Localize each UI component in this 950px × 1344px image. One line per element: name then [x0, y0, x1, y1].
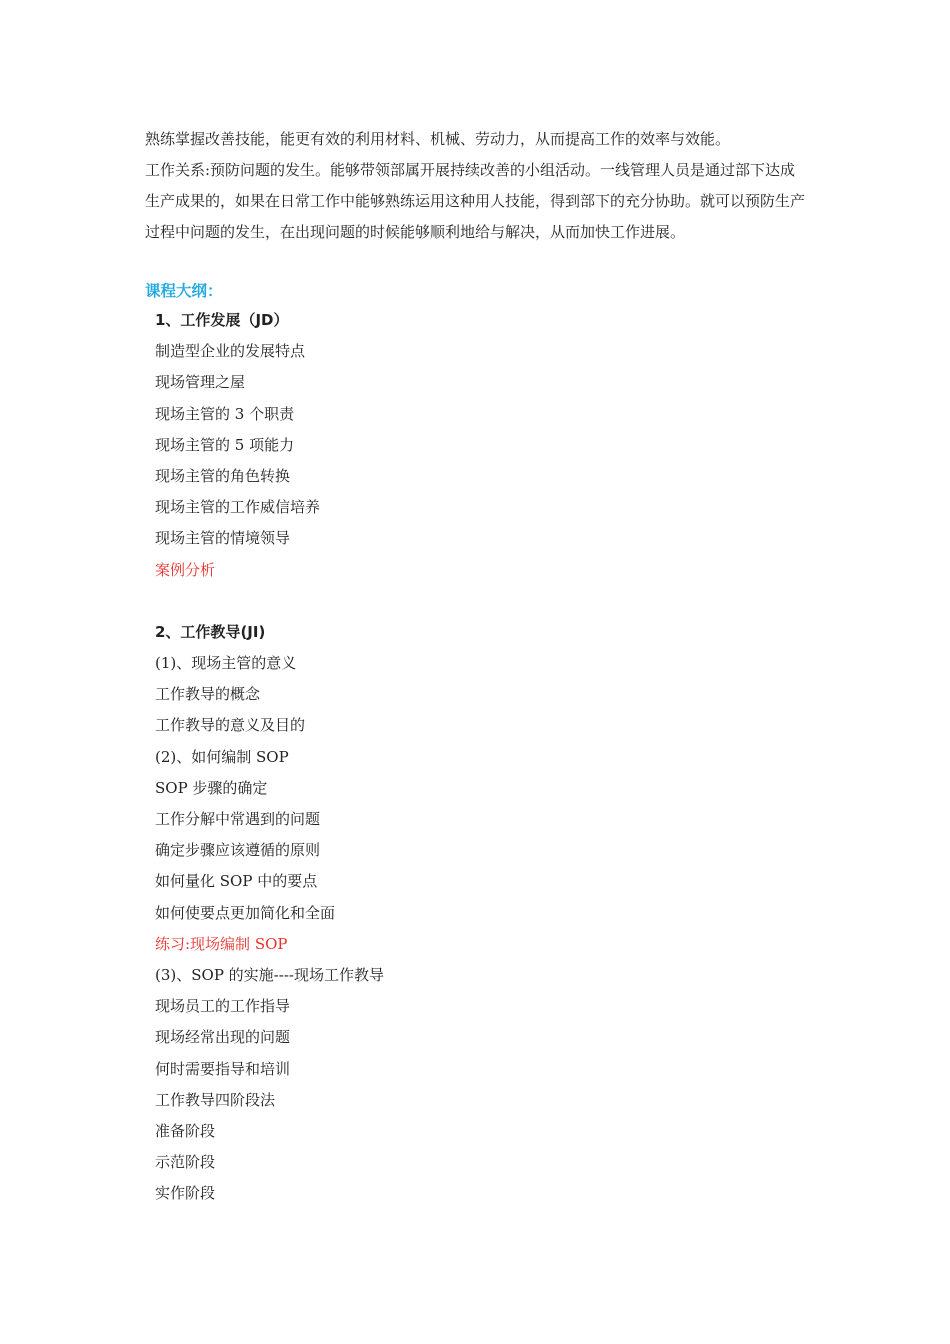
list-item: 制造型企业的发展特点 [155, 342, 306, 361]
list-item: 工作教导的意义及目的 [155, 716, 306, 735]
subsection-3-heading: (3)、SOP 的实施----现场工作教导 [155, 965, 384, 984]
outline-title: 课程大纲： [145, 282, 223, 300]
intro-paragraph-1: 熟练掌握改善技能，能更有效的利用材料、机械、劳动力，从而提高工作的效率与效能。 [145, 130, 731, 148]
subsection-1-heading: (1)、现场主管的意义 [155, 654, 297, 673]
list-item: 确定步骤应该遵循的原则 [155, 841, 321, 860]
section-gap [155, 586, 795, 617]
case-study-label: 案例分析 [155, 560, 216, 579]
list-item: 现场主管的 3 个职责 [155, 404, 295, 423]
list-item: 工作教导的概念 [155, 685, 261, 704]
list-item: 示范阶段 [155, 1153, 216, 1172]
course-outline [155, 305, 795, 1209]
section-1-heading: 1、工作发展（JD） [155, 311, 289, 329]
list-item: 现场主管的角色转换 [155, 466, 291, 485]
list-item: SOP 步骤的确定 [155, 778, 268, 797]
list-item: 现场管理之屋 [155, 373, 246, 392]
list-item: 工作分解中常遇到的问题 [155, 810, 321, 828]
intro-paragraphs [145, 124, 810, 248]
list-item: 实作阶段 [155, 1184, 216, 1203]
list-item: 现场主管的工作威信培养 [155, 498, 321, 517]
list-item: 如何使要点更加简化和全面 [155, 903, 336, 922]
list-item: 何时需要指导和培训 [155, 1059, 291, 1078]
list-item: 现场主管的情境领导 [155, 529, 291, 548]
subsection-2-heading: (2)、如何编制 SOP [155, 747, 289, 766]
list-item: 现场主管的 5 项能力 [155, 435, 295, 454]
list-item: 如何量化 SOP 中的要点 [155, 872, 318, 891]
list-item: 准备阶段 [155, 1121, 216, 1140]
intro-paragraph-2: 工作关系:预防问题的发生。能够带领部属开展持续改善的小组活动。一线管理人员是通过部下达成生产成果的，如果在日常工作中能够熟练运用这种用人技能，得到部下的充分协助。就可以预防生产过程中问题的发生，在出现问题的时候能够顺利地给与解决，从而加快工作进展。 [145, 161, 806, 241]
exercise-label: 练习:现场编制 SOP [155, 934, 288, 953]
list-item: 现场经常出现的问题 [155, 1028, 291, 1047]
list-item: 现场员工的工作指导 [155, 997, 291, 1016]
section-2-heading: 2、工作教导(JI) [155, 622, 266, 641]
list-item: 工作教导四阶段法 [155, 1090, 276, 1109]
